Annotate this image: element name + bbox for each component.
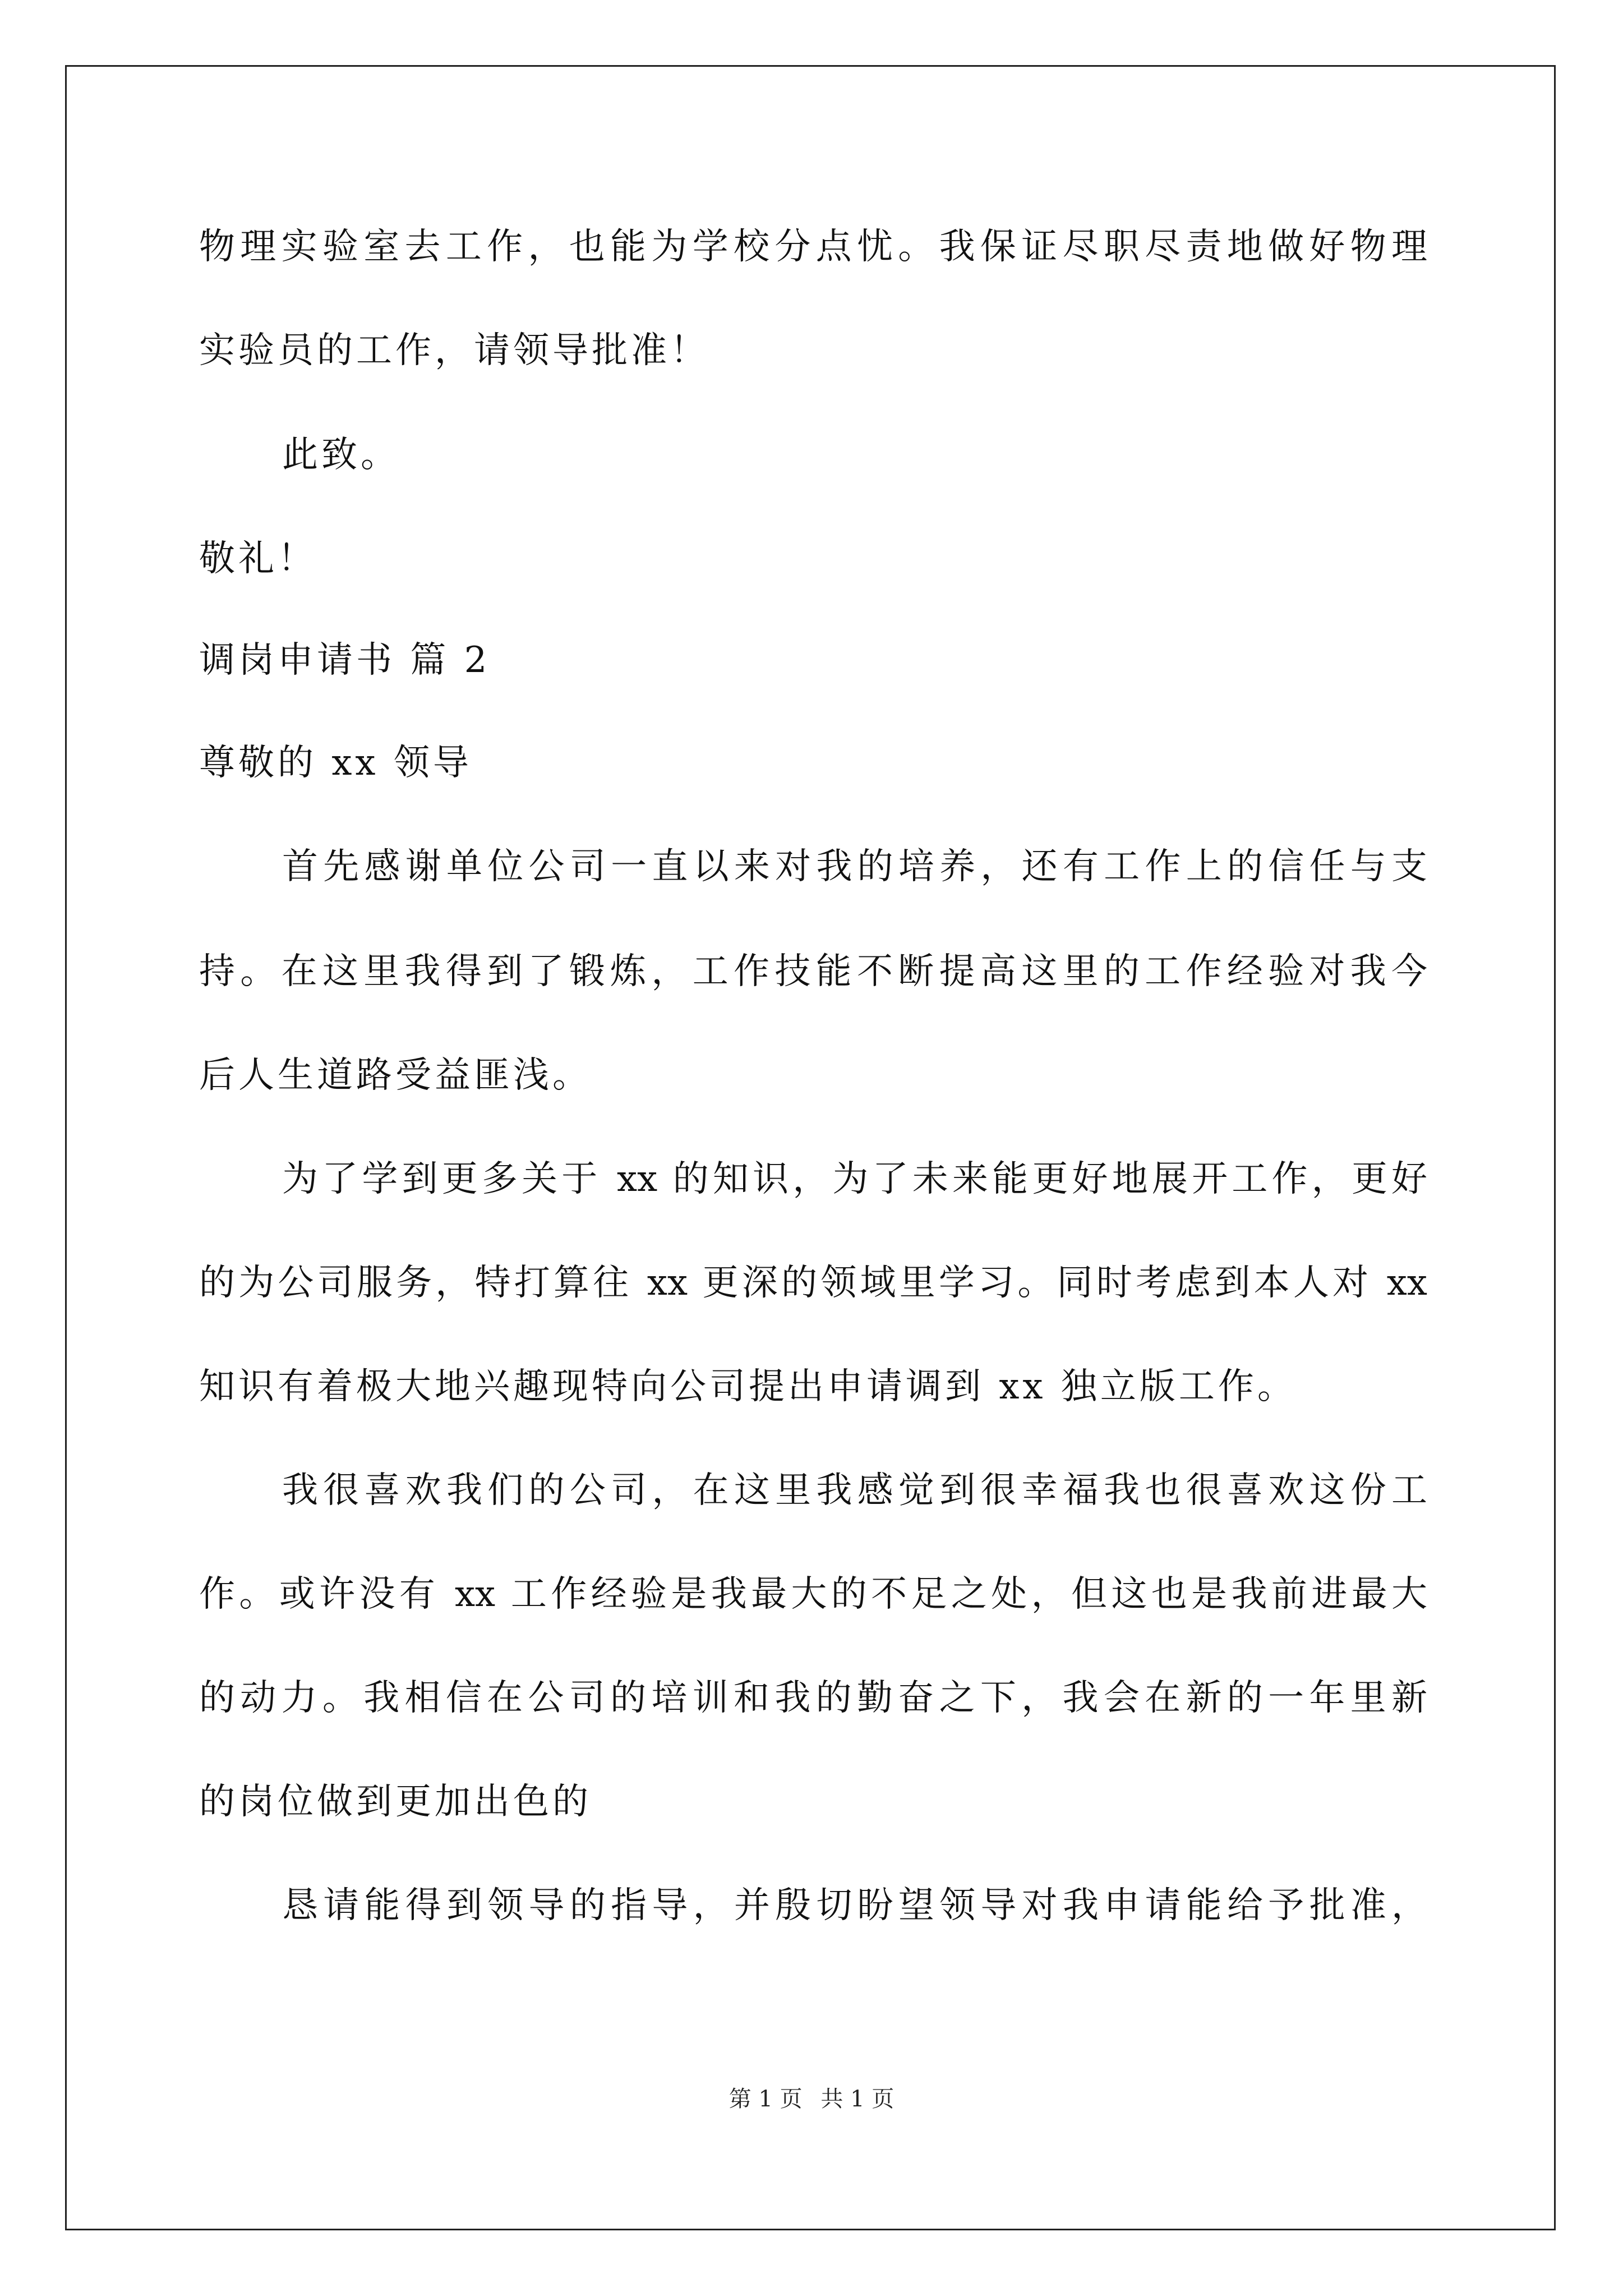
page-total: 共 1 页	[820, 2086, 895, 2112]
paragraph-line: 恳请能得到领导的指导，并殷切盼望领导对我申请能给予批准，	[282, 1885, 1427, 1926]
paragraph-line: 物理实验室去工作，也能为学校分点忧。我保证尽职尽责地做好物理	[199, 226, 1427, 268]
closing-phrase: 此致。	[282, 434, 400, 476]
paragraph-line: 的动力。我相信在公司的培训和我的勤奋之下，我会在新的一年里新	[199, 1677, 1427, 1719]
paragraph-line: 作。或许没有 xx 工作经验是我最大的不足之处，但这也是我前进最大	[199, 1573, 1427, 1615]
paragraph-line: 的为公司服务，特打算往 xx 更深的领域里学习。同时考虑到本人对 xx	[199, 1262, 1427, 1304]
greeting: 尊敬的 xx 领导	[199, 742, 472, 784]
paragraph-line: 后人生道路受益匪浅。	[199, 1055, 592, 1096]
salutation-closing: 敬礼！	[199, 538, 317, 579]
paragraph-line: 我很喜欢我们的公司，在这里我感觉到很幸福我也很喜欢这份工	[282, 1470, 1427, 1511]
paragraph-line: 的岗位做到更加出色的	[199, 1781, 592, 1823]
paragraph-line: 为了学到更多关于 xx 的知识，为了未来能更好地展开工作，更好	[282, 1158, 1427, 1200]
paragraph-line: 持。在这里我得到了锻炼，工作技能不断提高这里的工作经验对我今	[199, 951, 1427, 992]
paragraph-line: 实验员的工作，请领导批准！	[199, 330, 709, 371]
page-footer	[0, 2088, 1623, 2110]
paragraph-line: 知识有着极大地兴趣现特向公司提出申请调到 xx 独立版工作。	[199, 1366, 1297, 1407]
paragraph-line: 首先感谢单位公司一直以来对我的培养，还有工作上的信任与支	[282, 846, 1427, 887]
page-number: 第 1 页	[728, 2086, 803, 2112]
section-heading: 调岗申请书 篇 2	[199, 639, 491, 681]
